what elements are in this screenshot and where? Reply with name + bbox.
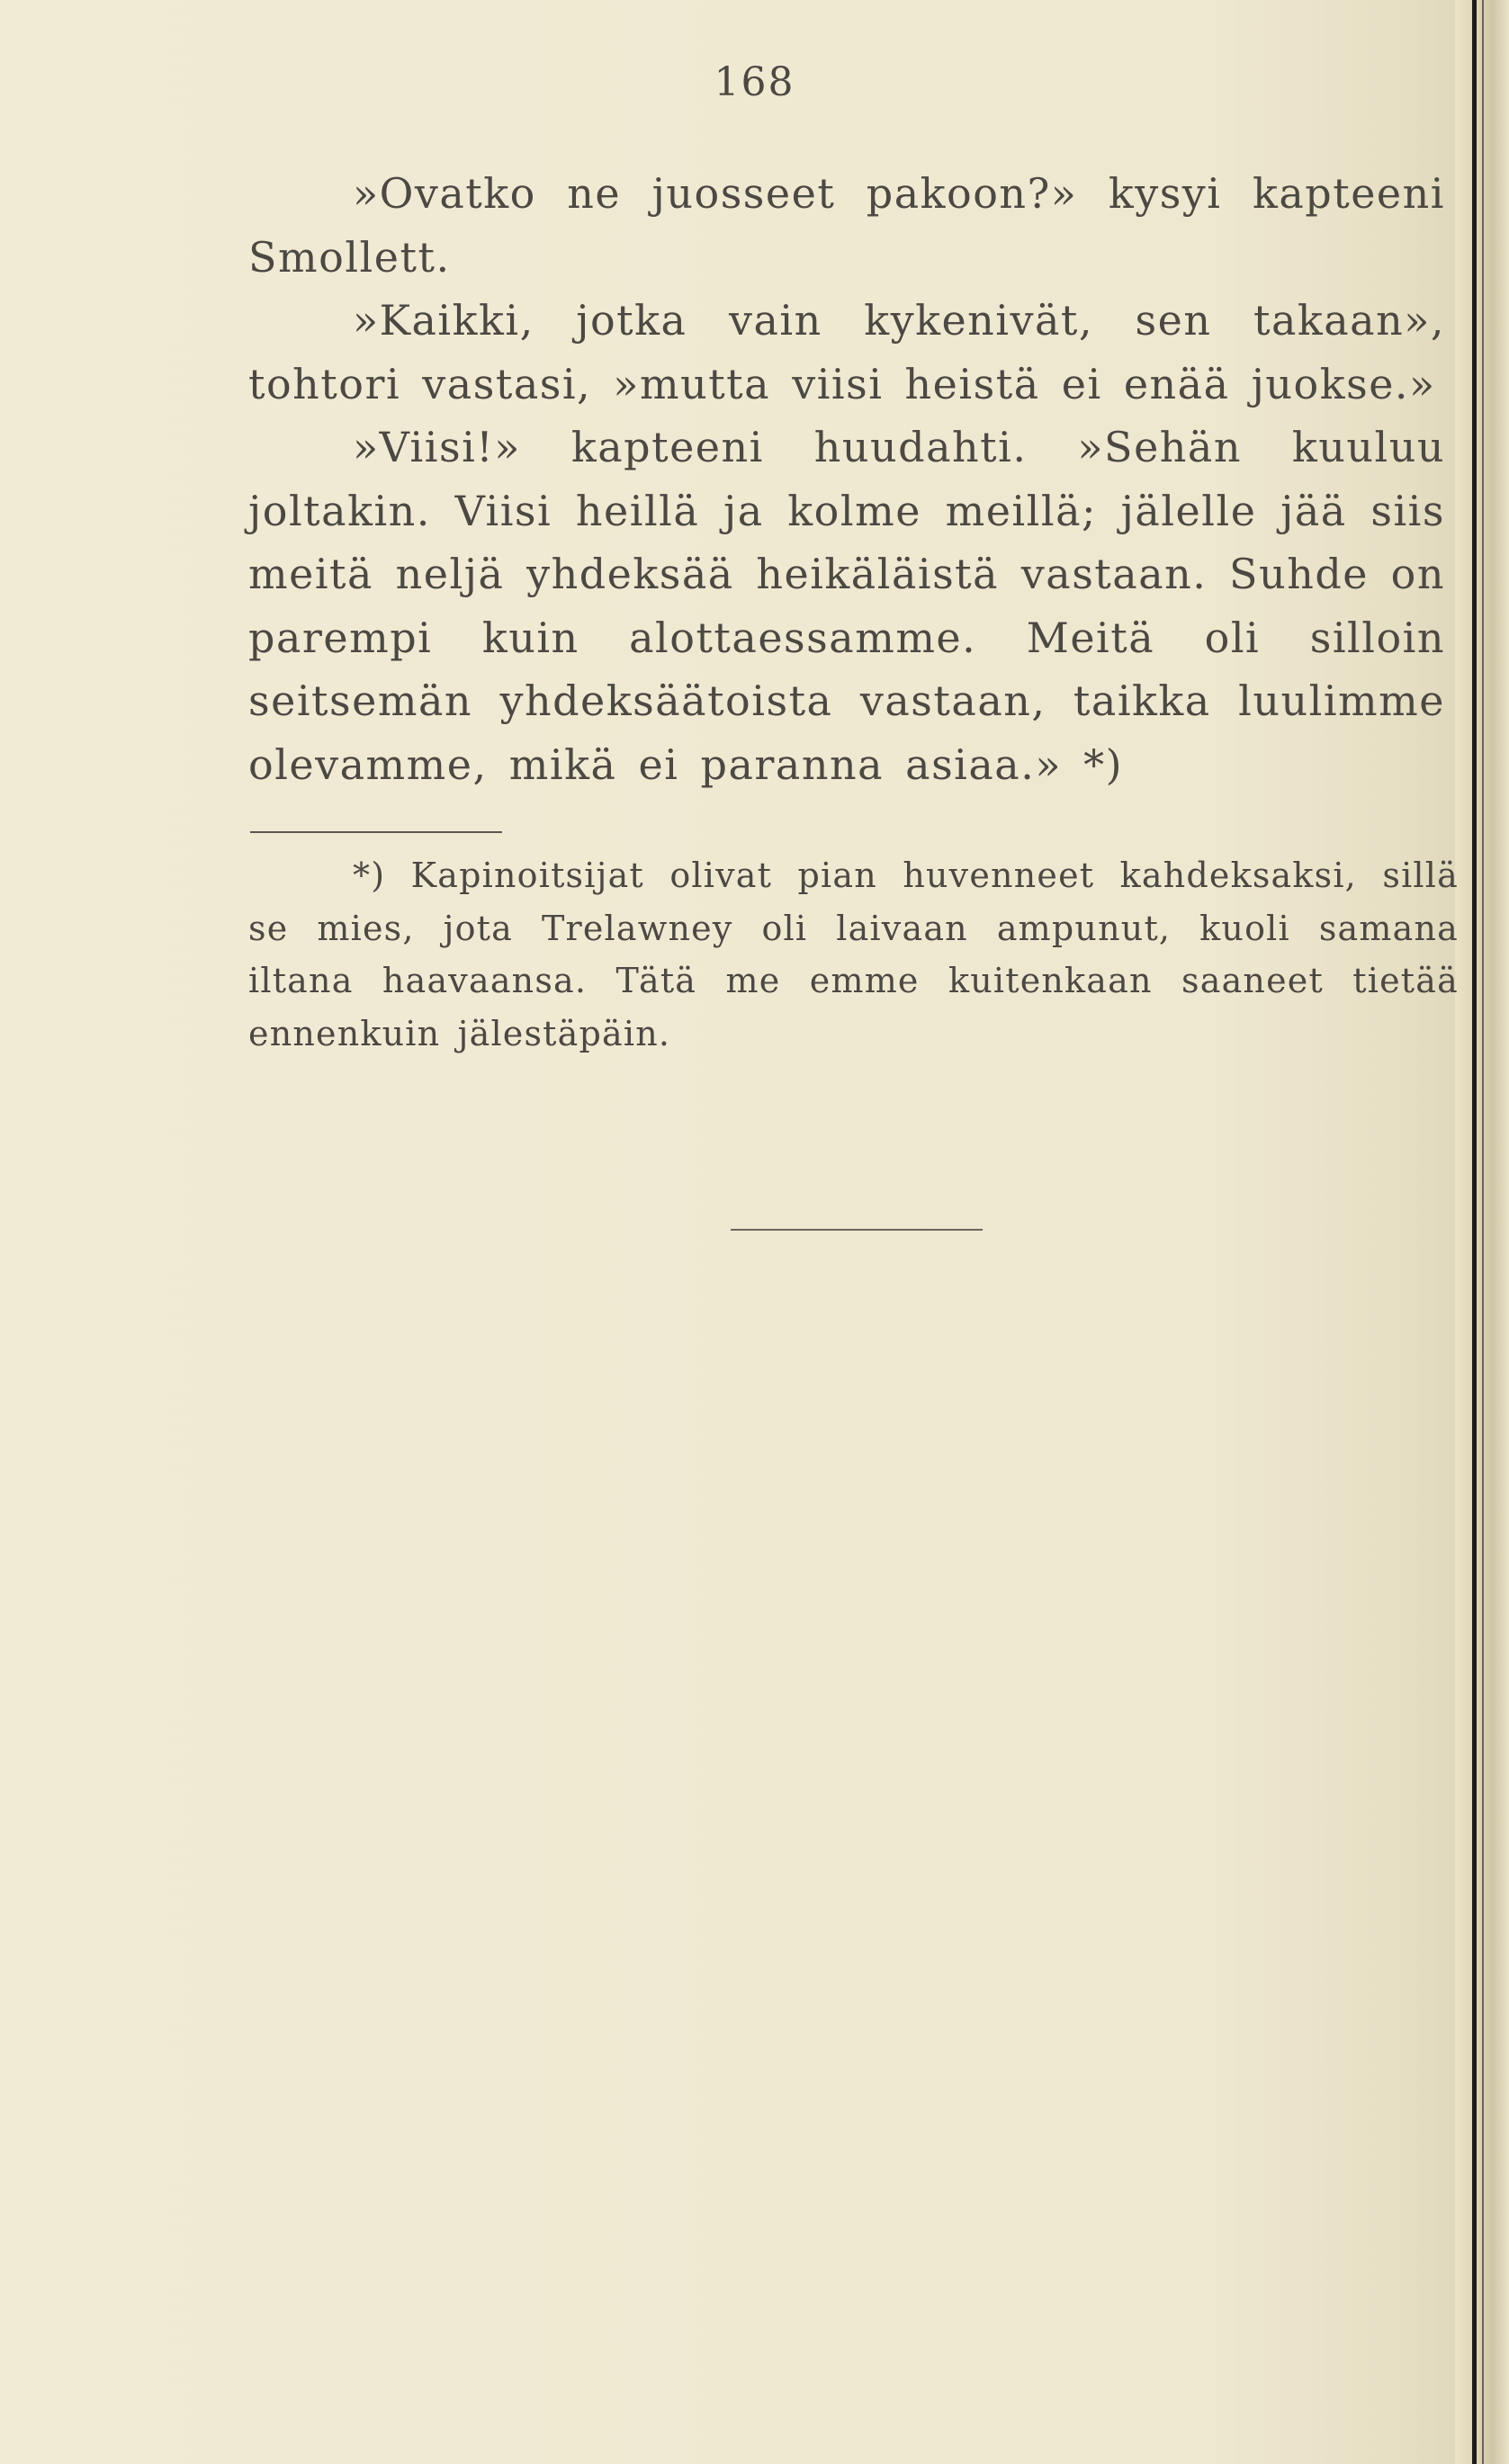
body-text	[248, 162, 1445, 796]
footnote-text: *) Kapinoitsijat olivat pian huvenneet kahdeksaksi, sillä se mies, jota Trelawney oli laivaan ampunut, kuoli samana iltana haavaansa. Tätä me emme kuitenkaan saaneet tietää ennenkuin jälestäpäin.	[248, 856, 1459, 1053]
paragraph: »Viisi!» kapteeni huudahti. »Sehän kuuluu joltakin. Viisi heillä ja kolme meillä; jälelle jää siis meitä neljä yhdeksää heikäläistä vastaan. Suhde on parempi kuin alottaessamme. Meitä oli silloin seitsemän yhdeksäätoista vastaan, taikka luulimme olevamme, mikä ei paranna asiaa.» *)	[248, 423, 1445, 789]
paragraph: »Kaikki, jotka vain kykenivät, sen takaan», tohtori vastasi, »mutta viisi heistä ei enää juokse.»	[248, 296, 1445, 408]
page-number: 168	[714, 59, 795, 105]
footnote	[248, 849, 1459, 1060]
paragraph: »Ovatko ne juosseet pakoon?» kysyi kapteeni Smollett.	[248, 169, 1445, 282]
chapter-end-rule	[731, 1229, 983, 1231]
footnote-separator	[250, 831, 502, 833]
page-edge-line-light	[1482, 0, 1484, 2464]
page-edge-line	[1472, 0, 1477, 2464]
